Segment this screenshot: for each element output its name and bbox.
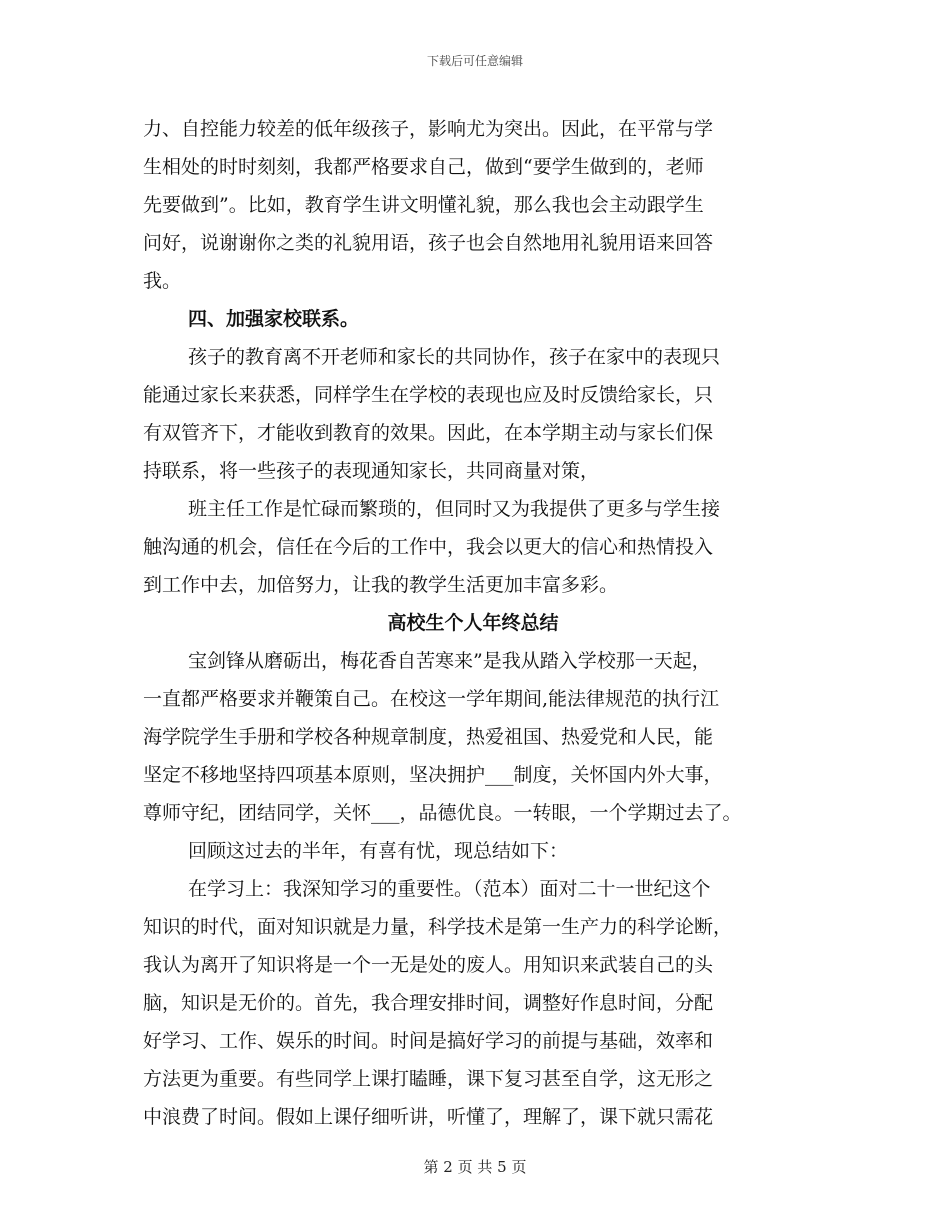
body-line: 我。 (143, 270, 182, 292)
body-line: 坚定不移地坚持四项基本原则，坚决拥护___制度，关怀国内外大事， (143, 764, 723, 786)
body-line: 问好，说谢谢你之类的礼貌用语，孩子也会自然地用礼貌用语来回答 (143, 232, 714, 254)
body-line: 有双管齐下，才能收到教育的效果。因此，在本学期主动与家长们保 (143, 422, 714, 444)
page-footer: 第 2 页 共 5 页 (423, 1158, 527, 1176)
body-line: 班主任工作是忙碌而繁琐的，但同时又为我提供了更多与学生接 (188, 498, 721, 520)
body-line: 海学院学生手册和学校各种规章制度，热爱祖国、热爱党和人民，能 (143, 726, 714, 748)
body-line: 先要做到”。比如，教育学生讲文明懂礼貌，那么我也会主动跟学生 (143, 194, 704, 216)
document-body (143, 110, 803, 1136)
body-line: 力、自控能力较差的低年级孩子，影响尤为突出。因此，在平常与学 (143, 118, 714, 140)
body-line: 生相处的时时刻刻，我都严格要求自己，做到“要学生做到的，老师 (143, 156, 704, 178)
body-line: 知识的时代，面对知识就是力量，科学技术是第一生产力的科学论断， (143, 916, 733, 938)
document-title: 高校生个人年终总结 (387, 612, 559, 634)
body-line: 持联系，将一些孩子的表现通知家长，共同商量对策， (143, 460, 600, 482)
page-header: 下载后可任意编辑 (426, 54, 523, 68)
body-line: 到工作中去，加倍努力，让我的教学生活更加丰富多彩。 (143, 574, 619, 596)
body-line: 我认为离开了知识将是一个一无是处的废人。用知识来武装自己的头 (143, 954, 714, 976)
body-line: 能通过家长来获悉，同样学生在学校的表现也应及时反馈给家长，只 (143, 384, 714, 406)
body-line: 触沟通的机会，信任在今后的工作中，我会以更大的信心和热情投入 (143, 536, 714, 558)
body-line: 一直都严格要求并鞭策自己。在校这一学年期间,能法律规范的执行江 (143, 688, 720, 710)
body-line: 宝剑锋从磨砺出，梅花香自苦寒来”是我从踏入学校那一天起， (188, 650, 711, 672)
body-line: 尊师守纪，团结同学，关怀___，品德优良。一转眼，一个学期过去了。 (143, 802, 742, 824)
body-line: 在学习上：我深知学习的重要性。（范本）面对二十一世纪这个 (188, 878, 711, 900)
body-line: 方法更为重要。有些同学上课打瞌睡，课下复习甚至自学，这无形之 (143, 1068, 714, 1090)
body-line: 好学习、工作、娱乐的时间。时间是搞好学习的前提与基础，效率和 (143, 1030, 714, 1052)
section-heading: 四、加强家校联系。 (188, 308, 360, 330)
body-line: 回顾这过去的半年，有喜有忧，现总结如下： (188, 840, 569, 862)
body-line: 中浪费了时间。假如上课仔细听讲，听懂了，理解了，课下就只需花 (143, 1106, 714, 1128)
body-line: 孩子的教育离不开老师和家长的共同协作，孩子在家中的表现只 (188, 346, 721, 368)
body-line: 脑，知识是无价的。首先，我合理安排时间，调整好作息时间，分配 (143, 992, 714, 1014)
